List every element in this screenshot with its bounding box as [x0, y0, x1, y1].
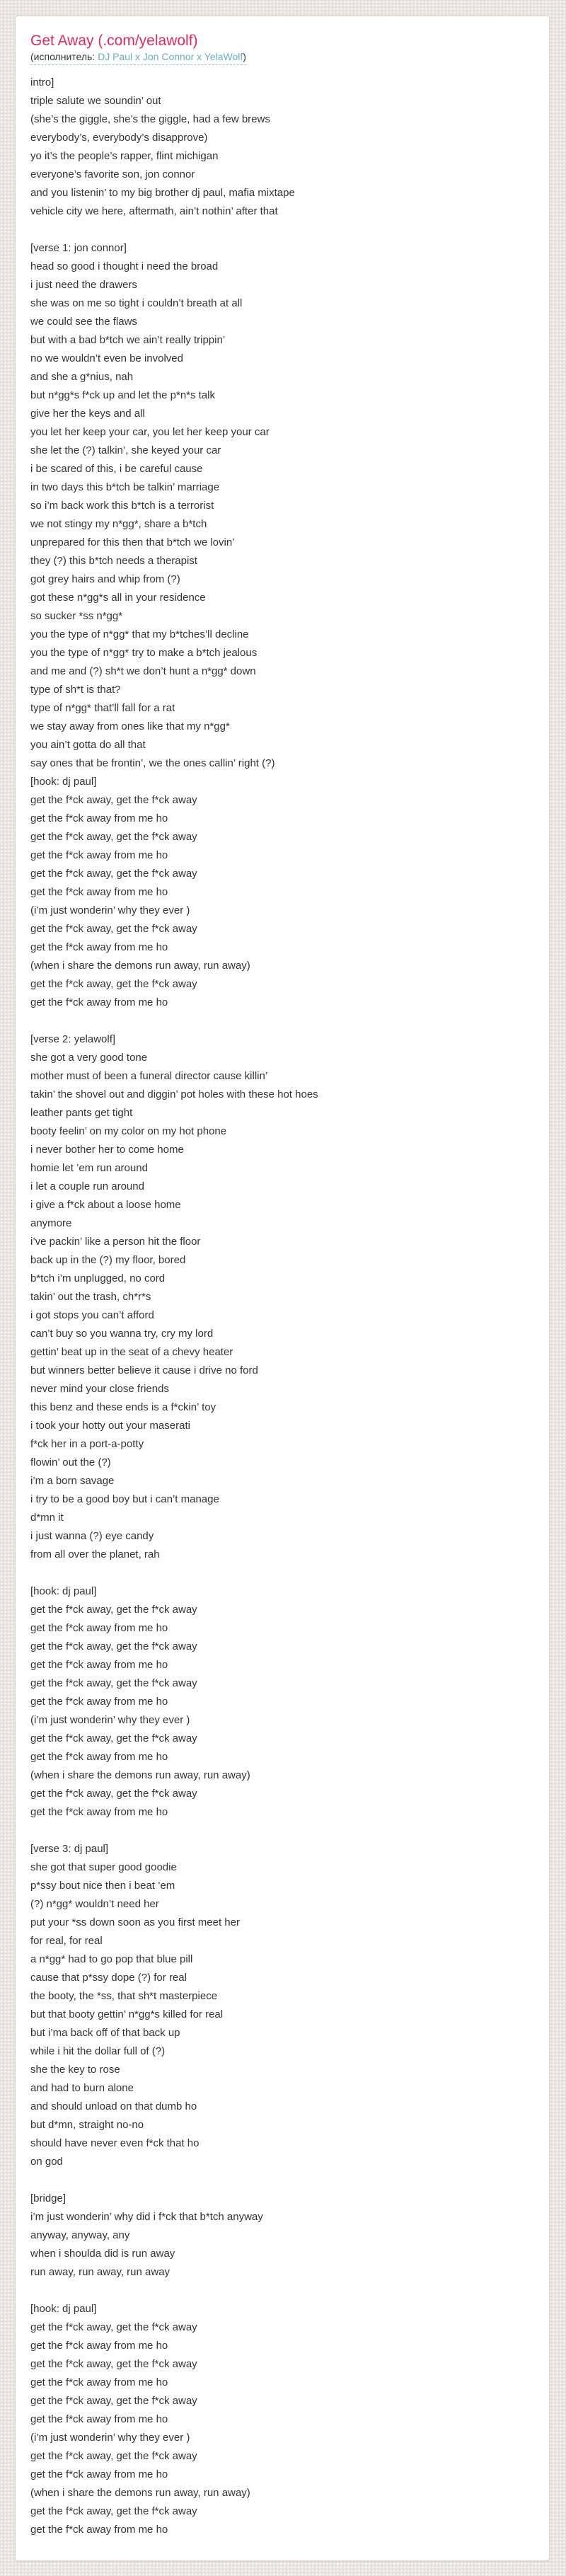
lyric-line: say ones that be frontin’, we the ones callin’ right (?) — [30, 757, 275, 769]
lyric-line: get the f*ck away, get the f*ck away — [30, 923, 197, 935]
lyric-line: i give a f*ck about a loose home — [30, 1199, 181, 1211]
lyric-line: get the f*ck away from me ho — [30, 2413, 168, 2425]
lyric-line: yo it’s the people’s rapper, flint michigan — [30, 150, 219, 162]
lyric-line: get the f*ck away from me ho — [30, 1622, 168, 1634]
lyric-line: they (?) this b*tch needs a therapist — [30, 555, 197, 567]
lyric-line: got grey hairs and whip from (?) — [30, 573, 180, 585]
lyric-line: get the f*ck away, get the f*ck away — [30, 2321, 197, 2333]
lyric-line: get the f*ck away, get the f*ck away — [30, 2395, 197, 2407]
lyric-line: takin’ the shovel out and diggin’ pot holes with these hot hoes — [30, 1088, 318, 1100]
section-label: [verse 3: dj paul] — [30, 1843, 109, 1855]
lyric-line: i’ve packin’ like a person hit the floor — [30, 1236, 201, 1248]
lyric-line: gettin’ beat up in the seat of a chevy heater — [30, 1346, 233, 1358]
lyric-line: (i’m just wonderin’ why they ever ) — [30, 1714, 190, 1726]
lyric-line: takin’ out the trash, ch*r*s — [30, 1291, 151, 1303]
section-label: [bridge] — [30, 2192, 67, 2204]
artist-line — [30, 50, 246, 65]
lyric-line: can’t buy so you wanna try, cry my lord — [30, 1328, 214, 1340]
lyric-line: b*tch i’m unplugged, no cord — [30, 1272, 166, 1284]
lyric-line: and me and (?) sh*t we don’t hunt a n*gg* down — [30, 665, 256, 677]
lyric-line: get the f*ck away, get the f*ck away — [30, 794, 197, 806]
lyric-line: but i’ma back off of that back up — [30, 2027, 180, 2039]
lyric-line: should have never even f*ck that ho — [30, 2137, 200, 2149]
lyric-line: never mind your close friends — [30, 1383, 169, 1395]
lyric-line: get the f*ck away from me ho — [30, 2524, 168, 2536]
lyric-line: mother must of been a funeral director cause killin’ — [30, 1070, 268, 1082]
lyric-line: the booty, the *ss, that sh*t masterpiece — [30, 1990, 218, 2002]
lyric-line: this benz and these ends is a f*ckin’ toy — [30, 1401, 216, 1413]
lyric-line: get the f*ck away from me ho — [30, 886, 168, 898]
lyric-line: i let a couple run around — [30, 1180, 144, 1192]
lyric-line: she was on me so tight i couldn’t breath at all — [30, 297, 243, 309]
lyric-line: homie let ’em run around — [30, 1162, 148, 1174]
lyric-line: get the f*ck away from me ho — [30, 849, 168, 861]
lyric-line: (i’m just wonderin’ why they ever ) — [30, 2432, 190, 2444]
lyric-line: get the f*ck away from me ho — [30, 996, 168, 1008]
lyric-line: i be scared of this, i be careful cause — [30, 463, 203, 475]
lyric-line: so sucker *ss n*gg* — [30, 610, 123, 622]
lyric-line: everyone’s favorite son, jon connor — [30, 168, 195, 180]
lyric-line: but winners better believe it cause i drive no ford — [30, 1364, 258, 1376]
lyrics-block-hook-3 — [30, 2300, 532, 2539]
lyric-line: get the f*ck away, get the f*ck away — [30, 868, 197, 880]
lyric-line: i just wanna (?) eye candy — [30, 1530, 154, 1542]
lyric-line: get the f*ck away, get the f*ck away — [30, 2450, 197, 2462]
lyric-line: triple salute we soundin’ out — [30, 95, 161, 107]
lyric-line: and you listenin’ to my big brother dj paul, mafia mixtape — [30, 187, 295, 199]
lyric-line: (when i share the demons run away, run away) — [30, 2487, 250, 2499]
lyric-line: from all over the planet, rah — [30, 1548, 160, 1560]
section-label: [hook: dj paul] — [30, 1585, 97, 1597]
lyrics-card — [15, 16, 550, 2561]
lyric-line: i took your hotty out your maserati — [30, 1420, 190, 1432]
lyric-line: get the f*ck away, get the f*ck away — [30, 1677, 197, 1689]
lyric-line: get the f*ck away, get the f*ck away — [30, 2505, 197, 2517]
lyric-line: get the f*ck away from me ho — [30, 1659, 168, 1671]
lyric-line: and she a g*nius, nah — [30, 371, 134, 383]
section-label: [hook: dj paul] — [30, 776, 97, 788]
lyric-line: i try to be a good boy but i can’t manage — [30, 1493, 219, 1505]
lyric-line: anymore — [30, 1217, 72, 1229]
lyric-line: she let the (?) talkin’, she keyed your car — [30, 444, 221, 456]
lyric-line: get the f*ck away from me ho — [30, 1751, 168, 1763]
lyric-line: you the type of n*gg* that my b*tches’ll decline — [30, 628, 249, 640]
lyric-line: booty feelin’ on my color on my hot phone — [30, 1125, 227, 1137]
artist-label: (исполнитель: — [30, 51, 98, 62]
lyric-line: while i hit the dollar full of (?) — [30, 2045, 166, 2057]
lyric-line: flowin’ out the (?) — [30, 1456, 111, 1468]
lyric-line: we stay away from ones like that my n*gg* — [30, 720, 230, 732]
lyric-line: you ain’t gotta do all that — [30, 739, 146, 751]
lyric-line: get the f*ck away from me ho — [30, 1696, 168, 1708]
section-label: intro] — [30, 76, 54, 88]
lyric-line: unprepared for this then that b*tch we lovin’ — [30, 536, 235, 548]
lyric-line: a n*gg* had to go pop that blue pill — [30, 1953, 193, 1965]
lyric-line: get the f*ck away, get the f*ck away — [30, 1732, 197, 1744]
lyrics-block-hook-2 — [30, 1582, 532, 1822]
lyric-line: d*mn it — [30, 1512, 64, 1524]
lyric-line: cause that p*ssy dope (?) for real — [30, 1972, 187, 1984]
lyrics-block-intro — [30, 74, 532, 221]
lyric-line: get the f*ck away, get the f*ck away — [30, 831, 197, 843]
lyric-line: so i’m back work this b*tch is a terrorist — [30, 500, 214, 512]
lyric-line: get the f*ck away, get the f*ck away — [30, 1640, 197, 1652]
lyric-line: she got that super good goodie — [30, 1861, 177, 1873]
lyric-line: you let her keep your car, you let her keep your car — [30, 426, 270, 438]
lyric-line: got these n*gg*s all in your residence — [30, 592, 206, 604]
lyric-line: get the f*ck away, get the f*ck away — [30, 978, 197, 990]
lyric-line: (when i share the demons run away, run away) — [30, 960, 250, 972]
lyric-line: on god — [30, 2156, 63, 2168]
lyric-line: she got a very good tone — [30, 1052, 148, 1064]
lyric-line: we not stingy my n*gg*, share a b*tch — [30, 518, 207, 530]
lyric-line: but n*gg*s f*ck up and let the p*n*s talk — [30, 389, 216, 401]
lyrics-block-verse-3 — [30, 1840, 532, 2171]
song-title-link[interactable]: Get Away (.com/yelawolf) — [30, 33, 198, 49]
lyrics-block-bridge — [30, 2190, 532, 2282]
lyrics-block-verse-1-and-hook — [30, 239, 532, 1012]
lyric-line: get the f*ck away from me ho — [30, 2340, 168, 2352]
lyric-line: and should unload on that dumb ho — [30, 2100, 197, 2112]
lyric-line: for real, for real — [30, 1935, 103, 1947]
lyric-line: anyway, anyway, any — [30, 2229, 130, 2241]
lyric-line: type of sh*t is that? — [30, 684, 121, 696]
lyric-line: back up in the (?) my floor, bored — [30, 1254, 186, 1266]
lyric-line: in two days this b*tch be talkin’ marriage — [30, 481, 220, 493]
lyric-line: get the f*ck away, get the f*ck away — [30, 2358, 197, 2370]
lyric-line: f*ck her in a port-a-potty — [30, 1438, 144, 1450]
lyric-line: but d*mn, straight no-no — [30, 2119, 144, 2131]
lyric-line: i never bother her to come home — [30, 1144, 184, 1156]
lyric-line: get the f*ck away, get the f*ck away — [30, 1604, 197, 1616]
lyric-line: you the type of n*gg* try to make a b*tch jealous — [30, 647, 258, 659]
lyric-line: get the f*ck away from me ho — [30, 812, 168, 824]
lyric-line: (i’m just wonderin’ why they ever ) — [30, 904, 190, 916]
lyric-line: i’m a born savage — [30, 1475, 115, 1487]
lyric-line: get the f*ck away, get the f*ck away — [30, 1788, 197, 1800]
section-label: [verse 2: yelawolf] — [30, 1033, 116, 1045]
lyric-line: get the f*ck away from me ho — [30, 941, 168, 953]
lyric-line: get the f*ck away from me ho — [30, 2468, 168, 2480]
lyric-line: p*ssy bout nice then i beat ’em — [30, 1880, 175, 1892]
lyric-line: type of n*gg* that’ll fall for a rat — [30, 702, 175, 714]
lyric-line: run away, run away, run away — [30, 2266, 171, 2278]
lyric-line: put your *ss down soon as you first meet her — [30, 1916, 240, 1928]
lyric-line: and had to burn alone — [30, 2082, 134, 2094]
lyric-line: get the f*ck away from me ho — [30, 1806, 168, 1818]
lyric-line: leather pants get tight — [30, 1107, 133, 1119]
lyric-line: we could see the flaws — [30, 316, 137, 328]
section-label: [hook: dj paul] — [30, 2303, 97, 2315]
lyric-line: but with a bad b*tch we ain’t really trippin’ — [30, 334, 226, 346]
lyric-line: give her the keys and all — [30, 408, 145, 420]
lyric-line: head so good i thought i need the broad — [30, 260, 219, 272]
artist-names-link[interactable]: DJ Paul x Jon Connor x YelaWolf — [98, 51, 243, 62]
lyric-line: (when i share the demons run away, run away) — [30, 1769, 250, 1781]
lyrics-block-verse-2 — [30, 1030, 532, 1564]
artist-line-suffix: ) — [243, 51, 246, 62]
lyrics — [30, 74, 532, 2539]
lyric-line: (she’s the giggle, she’s the giggle, had a few brews — [30, 113, 270, 125]
lyric-line: she the key to rose — [30, 2064, 120, 2076]
lyric-line: get the f*ck away from me ho — [30, 2376, 168, 2388]
lyric-line: when i shoulda did is run away — [30, 2248, 175, 2260]
section-label: [verse 1: jon connor] — [30, 242, 127, 254]
lyric-line: no we wouldn’t even be involved — [30, 352, 183, 364]
lyric-line: but that booty gettin’ n*gg*s killed for real — [30, 2008, 224, 2020]
lyric-line: everybody’s, everybody’s disapprove) — [30, 132, 208, 144]
lyric-line: i just need the drawers — [30, 279, 137, 291]
lyric-line: vehicle city we here, aftermath, ain’t nothin’ after that — [30, 205, 278, 217]
lyric-line: i got stops you can’t afford — [30, 1309, 154, 1321]
lyric-line: (?) n*gg* wouldn’t need her — [30, 1898, 159, 1910]
lyric-line: i’m just wonderin’ why did i f*ck that b*tch anyway — [30, 2211, 263, 2223]
